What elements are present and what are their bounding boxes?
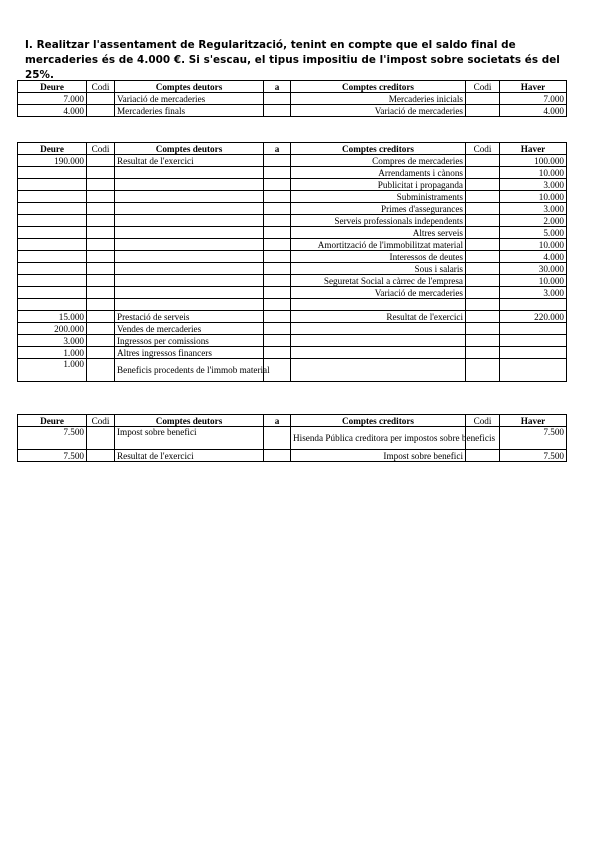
deure-amount: 190.000 xyxy=(18,155,87,167)
codi-cell xyxy=(466,311,500,323)
col-header-deure: Deure xyxy=(18,143,87,155)
deure-amount xyxy=(18,191,87,203)
deure-amount: 3.000 xyxy=(18,335,87,347)
a-cell xyxy=(264,93,291,105)
debit-account xyxy=(115,263,264,275)
codi-cell xyxy=(466,191,500,203)
col-header-comptes-creditors: Comptes creditors xyxy=(291,143,466,155)
codi-cell xyxy=(87,93,115,105)
col-header-codi: Codi xyxy=(466,81,500,93)
codi-cell xyxy=(87,227,115,239)
a-cell xyxy=(264,450,291,462)
codi-cell xyxy=(87,251,115,263)
debit-account: Beneficis procedents de l'immob material xyxy=(115,359,264,382)
table-row xyxy=(18,299,567,311)
table-row xyxy=(18,251,567,263)
codi-cell xyxy=(87,427,115,450)
deure-amount: 15.000 xyxy=(18,311,87,323)
a-cell xyxy=(264,227,291,239)
credit-account: Seguretat Social a càrrec de l'empresa xyxy=(291,275,466,287)
col-header-comptes-deutors: Comptes deutors xyxy=(115,415,264,427)
col-header-a: a xyxy=(264,143,291,155)
a-cell xyxy=(264,155,291,167)
table-row xyxy=(18,311,567,323)
codi-cell xyxy=(466,227,500,239)
col-header-a: a xyxy=(264,81,291,93)
credit-account xyxy=(291,359,466,382)
credit-account: Subministraments xyxy=(291,191,466,203)
deure-amount xyxy=(18,167,87,179)
haver-amount: 10.000 xyxy=(500,239,567,251)
deure-amount xyxy=(18,251,87,263)
a-cell xyxy=(264,299,291,311)
debit-account: Ingressos per comissions xyxy=(115,335,264,347)
codi-cell xyxy=(87,347,115,359)
haver-amount: 7.500 xyxy=(500,427,567,450)
credit-account xyxy=(291,347,466,359)
codi-cell xyxy=(87,105,115,117)
table-row xyxy=(18,179,567,191)
credit-account: Mercaderies inicials xyxy=(291,93,466,105)
haver-amount: 5.000 xyxy=(500,227,567,239)
debit-account: Prestació de serveis xyxy=(115,311,264,323)
codi-cell xyxy=(466,299,500,311)
codi-cell xyxy=(466,251,500,263)
codi-cell xyxy=(87,311,115,323)
haver-amount: 2.000 xyxy=(500,215,567,227)
a-cell xyxy=(264,275,291,287)
deure-amount xyxy=(18,179,87,191)
haver-amount xyxy=(500,299,567,311)
codi-cell xyxy=(87,450,115,462)
credit-account: Variació de mercaderies xyxy=(291,287,466,299)
haver-amount xyxy=(500,335,567,347)
debit-account: Variació de mercaderies xyxy=(115,93,264,105)
debit-account xyxy=(115,287,264,299)
debit-account: Vendes de mercaderies xyxy=(115,323,264,335)
exercise-statement: I. Realitzar l'assentament de Regularització, tenint en compte que el saldo final de mercaderies és de 4.000 €. Si s'escau, el tipus impositiu de l'impost sobre societats és del 25%. xyxy=(25,39,560,81)
col-header-haver: Haver xyxy=(500,143,567,155)
a-cell xyxy=(264,239,291,251)
debit-account: Resultat de l'exercici xyxy=(115,155,264,167)
col-header-a: a xyxy=(264,415,291,427)
table-row xyxy=(18,191,567,203)
col-header-comptes-deutors: Comptes deutors xyxy=(115,81,264,93)
table-row xyxy=(18,335,567,347)
debit-account: Impost sobre benefici xyxy=(115,427,264,450)
debit-account xyxy=(115,203,264,215)
table-row xyxy=(18,155,567,167)
haver-amount: 30.000 xyxy=(500,263,567,275)
col-header-deure: Deure xyxy=(18,81,87,93)
debit-account xyxy=(115,167,264,179)
haver-amount: 220.000 xyxy=(500,311,567,323)
deure-amount: 4.000 xyxy=(18,105,87,117)
a-cell xyxy=(264,287,291,299)
codi-cell xyxy=(87,263,115,275)
table-row xyxy=(18,167,567,179)
debit-account xyxy=(115,227,264,239)
haver-amount: 10.000 xyxy=(500,191,567,203)
debit-account: Altres ingressos financers xyxy=(115,347,264,359)
codi-cell xyxy=(87,239,115,251)
a-cell xyxy=(264,427,291,450)
deure-amount xyxy=(18,215,87,227)
credit-account: Compres de mercaderies xyxy=(291,155,466,167)
deure-amount: 1.000 xyxy=(18,359,87,382)
col-header-codi: Codi xyxy=(87,81,115,93)
codi-cell xyxy=(466,239,500,251)
table-row xyxy=(18,275,567,287)
credit-account: Altres serveis xyxy=(291,227,466,239)
table-header-row xyxy=(18,81,567,93)
table-row xyxy=(18,215,567,227)
codi-cell xyxy=(466,335,500,347)
debit-account xyxy=(115,251,264,263)
col-header-codi: Codi xyxy=(466,415,500,427)
debit-account: Resultat de l'exercici xyxy=(115,450,264,462)
table-row xyxy=(18,93,567,105)
debit-account xyxy=(115,179,264,191)
codi-cell xyxy=(466,105,500,117)
table-row xyxy=(18,359,567,382)
a-cell xyxy=(264,263,291,275)
deure-amount: 7.500 xyxy=(18,450,87,462)
codi-cell xyxy=(466,215,500,227)
haver-amount: 7.000 xyxy=(500,93,567,105)
credit-account: Interessos de deutes xyxy=(291,251,466,263)
codi-cell xyxy=(87,215,115,227)
debit-account xyxy=(115,215,264,227)
debit-account: Mercaderies finals xyxy=(115,105,264,117)
deure-amount xyxy=(18,299,87,311)
haver-amount: 4.000 xyxy=(500,251,567,263)
table-row xyxy=(18,105,567,117)
deure-amount: 7.000 xyxy=(18,93,87,105)
codi-cell xyxy=(87,299,115,311)
haver-amount xyxy=(500,347,567,359)
codi-cell xyxy=(87,167,115,179)
deure-amount xyxy=(18,275,87,287)
a-cell xyxy=(264,335,291,347)
col-header-haver: Haver xyxy=(500,415,567,427)
credit-account: Variació de mercaderies xyxy=(291,105,466,117)
table-header-row xyxy=(18,143,567,155)
haver-amount: 10.000 xyxy=(500,167,567,179)
journal-table-inventory-adjustment xyxy=(17,80,567,117)
credit-account xyxy=(291,299,466,311)
table-row xyxy=(18,427,567,450)
deure-amount xyxy=(18,203,87,215)
credit-account: Arrendaments i cànons xyxy=(291,167,466,179)
codi-cell xyxy=(466,167,500,179)
deure-amount xyxy=(18,263,87,275)
a-cell xyxy=(264,105,291,117)
journal-table-regularization xyxy=(17,142,567,382)
credit-account: Publicitat i propaganda xyxy=(291,179,466,191)
a-cell xyxy=(264,311,291,323)
table-row xyxy=(18,287,567,299)
codi-cell xyxy=(87,191,115,203)
haver-amount: 4.000 xyxy=(500,105,567,117)
codi-cell xyxy=(466,155,500,167)
deure-amount: 1.000 xyxy=(18,347,87,359)
codi-cell xyxy=(466,203,500,215)
journal-table-corporate-tax xyxy=(17,414,567,462)
haver-amount xyxy=(500,359,567,382)
col-header-comptes-creditors: Comptes creditors xyxy=(291,415,466,427)
codi-cell xyxy=(87,179,115,191)
codi-cell xyxy=(87,323,115,335)
haver-amount: 7.500 xyxy=(500,450,567,462)
codi-cell xyxy=(466,359,500,382)
table-row xyxy=(18,227,567,239)
table-row xyxy=(18,347,567,359)
codi-cell xyxy=(466,323,500,335)
codi-cell xyxy=(87,155,115,167)
codi-cell xyxy=(87,359,115,382)
codi-cell xyxy=(466,450,500,462)
a-cell xyxy=(264,167,291,179)
credit-account xyxy=(291,335,466,347)
a-cell xyxy=(264,347,291,359)
deure-amount xyxy=(18,239,87,251)
col-header-comptes-creditors: Comptes creditors xyxy=(291,81,466,93)
haver-amount xyxy=(500,323,567,335)
codi-cell xyxy=(87,275,115,287)
deure-amount xyxy=(18,287,87,299)
codi-cell xyxy=(87,287,115,299)
codi-cell xyxy=(466,93,500,105)
deure-amount: 7.500 xyxy=(18,427,87,450)
col-header-codi: Codi xyxy=(466,143,500,155)
table-row xyxy=(18,450,567,462)
debit-account xyxy=(115,299,264,311)
a-cell xyxy=(264,179,291,191)
credit-account xyxy=(291,323,466,335)
haver-amount: 3.000 xyxy=(500,287,567,299)
col-header-comptes-deutors: Comptes deutors xyxy=(115,143,264,155)
a-cell xyxy=(264,215,291,227)
table-row xyxy=(18,239,567,251)
credit-account: Resultat de l'exercici xyxy=(291,311,466,323)
a-cell xyxy=(264,191,291,203)
debit-account xyxy=(115,239,264,251)
debit-account xyxy=(115,191,264,203)
haver-amount: 3.000 xyxy=(500,179,567,191)
credit-account: Sous i salaris xyxy=(291,263,466,275)
credit-account: Hisenda Pública creditora per impostos sobre beneficis xyxy=(291,427,466,450)
a-cell xyxy=(264,251,291,263)
credit-account: Amortització de l'immobilitzat material xyxy=(291,239,466,251)
haver-amount: 100.000 xyxy=(500,155,567,167)
table-row xyxy=(18,263,567,275)
col-header-deure: Deure xyxy=(18,415,87,427)
a-cell xyxy=(264,323,291,335)
haver-amount: 3.000 xyxy=(500,203,567,215)
a-cell xyxy=(264,203,291,215)
codi-cell xyxy=(466,275,500,287)
codi-cell xyxy=(87,203,115,215)
table-row xyxy=(18,203,567,215)
table-row xyxy=(18,323,567,335)
deure-amount xyxy=(18,227,87,239)
credit-account: Primes d'assegurances xyxy=(291,203,466,215)
credit-account: Impost sobre benefici xyxy=(291,450,466,462)
codi-cell xyxy=(466,287,500,299)
haver-amount: 10.000 xyxy=(500,275,567,287)
codi-cell xyxy=(466,347,500,359)
col-header-haver: Haver xyxy=(500,81,567,93)
deure-amount: 200.000 xyxy=(18,323,87,335)
table-header-row xyxy=(18,415,567,427)
codi-cell xyxy=(466,179,500,191)
codi-cell xyxy=(466,263,500,275)
col-header-codi: Codi xyxy=(87,143,115,155)
debit-account xyxy=(115,275,264,287)
col-header-codi: Codi xyxy=(87,415,115,427)
credit-account: Serveis professionals independents xyxy=(291,215,466,227)
codi-cell xyxy=(87,335,115,347)
